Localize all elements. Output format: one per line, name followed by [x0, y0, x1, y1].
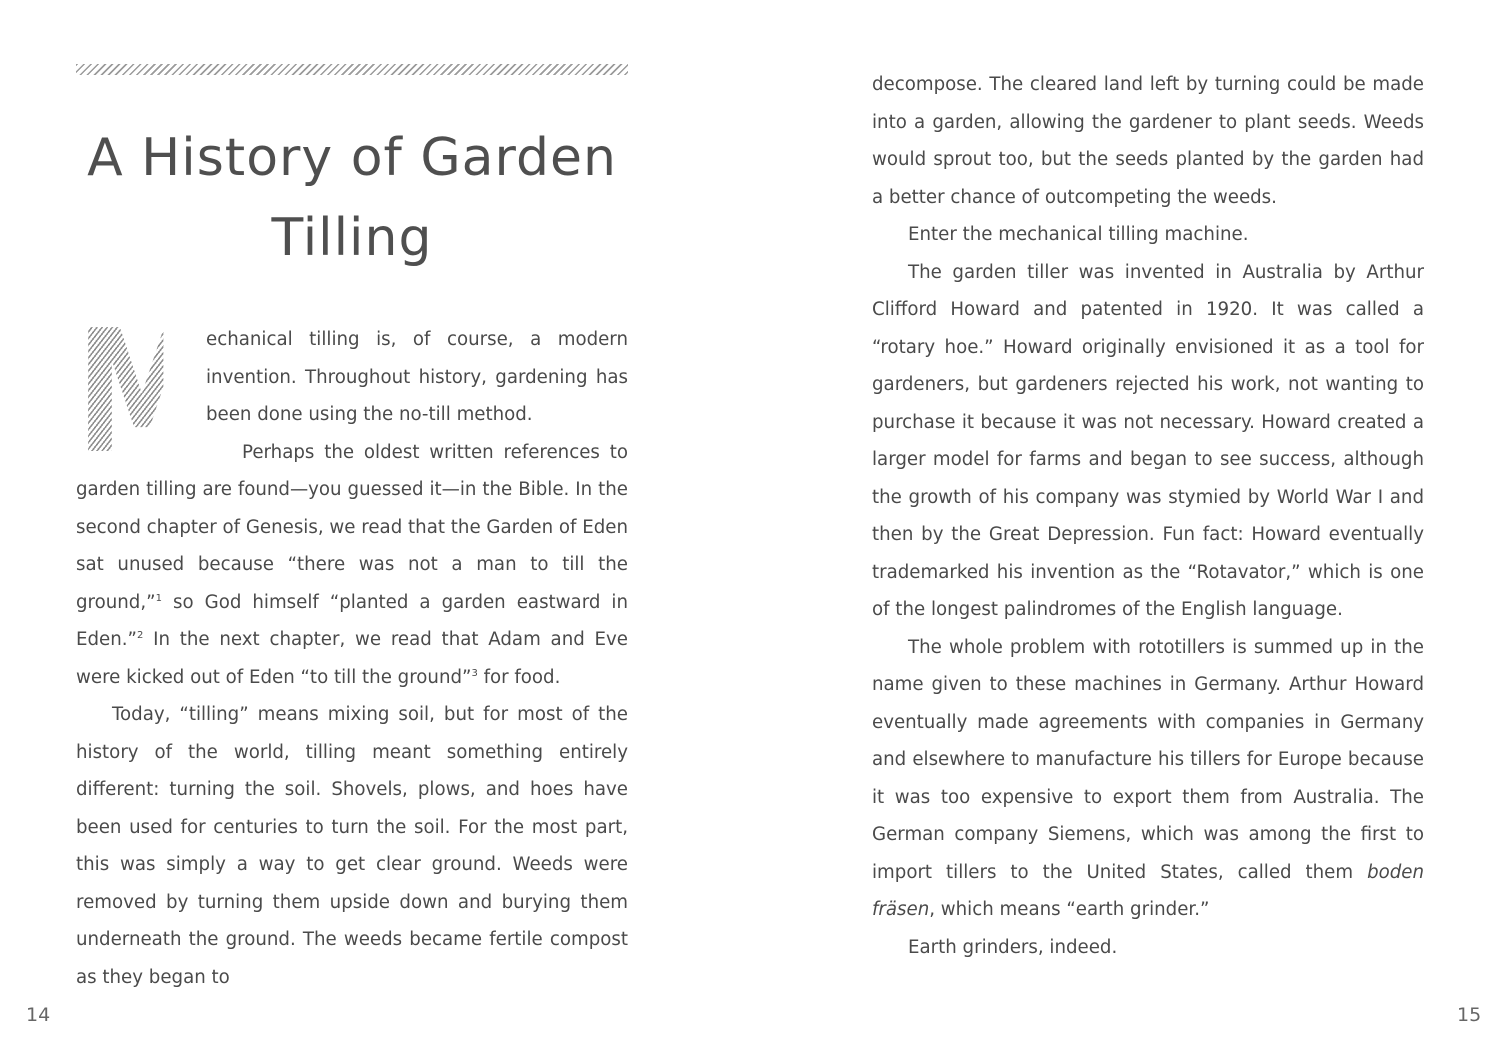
- footnote-ref-1: 1: [155, 592, 162, 604]
- paragraph-4-text-b: , which means “earth grinder.”: [929, 899, 1210, 920]
- dropcap: [76, 294, 208, 492]
- paragraph-2: Enter the mechanical tilling machine.: [908, 224, 1249, 245]
- footnote-ref-3: 3: [471, 667, 478, 679]
- paragraph-5: Earth grinders, indeed.: [908, 936, 1118, 958]
- page-number: 14: [26, 1004, 51, 1026]
- paragraph-1: [76, 294, 628, 492]
- paragraph-2-text-d: for food.: [477, 666, 561, 688]
- page-number: 15: [1457, 1004, 1482, 1026]
- paragraph-2-text-b: so God himself “planted a garden eastward in Eden.”: [76, 591, 628, 650]
- left-body-text: [76, 294, 628, 996]
- paragraph-4-italic: boden fräsen: [872, 861, 1424, 920]
- dropcap-letter: M: [76, 294, 208, 492]
- paragraph-2-text-a: Perhaps the oldest written references to garden tilling are found—you guessed it—in the Bible. In the second chapter of Genesis, we read that the Garden of Eden sat unused because “there was not a man to till the ground,”: [76, 441, 628, 613]
- decorative-hatch-rule: [76, 64, 628, 75]
- chapter-title-line-2: Tilling: [271, 208, 433, 268]
- paragraph-4-text-a: The whole problem with rototillers is summed up in the name given to these machines in Germany. Arthur Howard eventually made agreements with companies in Germany and elsewhere to manufacture his tillers for Europe because it was too expensive to export them from Australia. The German company Siemens, which was among the first to import tillers to the United States, called them: [872, 636, 1424, 883]
- footnote-ref-2: 2: [136, 629, 144, 641]
- paragraph-3: Today, “tilling” means mixing soil, but for most of the history of the world, tilling meant something entirely different: turning the soil. Shovels, plows, and hoes have been used for centuries to turn the soil. For the most part, this was simply a way to get clear ground. Weeds were removed by turning them upside down and burying them underneath the ground. The weeds became fertile compost as they began to: [76, 704, 628, 988]
- paragraph-3: The garden tiller was invented in Australia by Arthur Clifford Howard and patented in 1920. It was called a “rotary hoe.” Howard originally envisioned it as a tool for gardeners, but gardeners rejected his work, not wanting to purchase it because it was not necessary. Howard created a larger model for farms and began to see success, although the growth of his company was stymied by World War I and then by the Great Depression. Fun fact: Howard eventually trademarked his invention as the “Rotavator,” which is one of the longest palindromes of the English language.: [872, 261, 1424, 620]
- paragraph-4: [872, 629, 1424, 929]
- chapter-title: [76, 118, 628, 278]
- chapter-title-line-1: A History of Garden: [87, 128, 617, 188]
- paragraph-2-text-c: In the next chapter, we read that Adam and Eve were kicked out of Eden “to till the ground”: [76, 629, 628, 688]
- paragraph-1: decompose. The cleared land left by turning could be made into a garden, allowing the gardener to plant seeds. Weeds would sprout too, but the seeds planted by the garden had a better chance of outcompeting the weeds.: [872, 74, 1424, 208]
- paragraph-1-text: echanical tilling is, of course, a modern invention. Throughout history, gardening has been done using the no-till method.: [206, 329, 628, 425]
- right-body-text: [872, 66, 1424, 966]
